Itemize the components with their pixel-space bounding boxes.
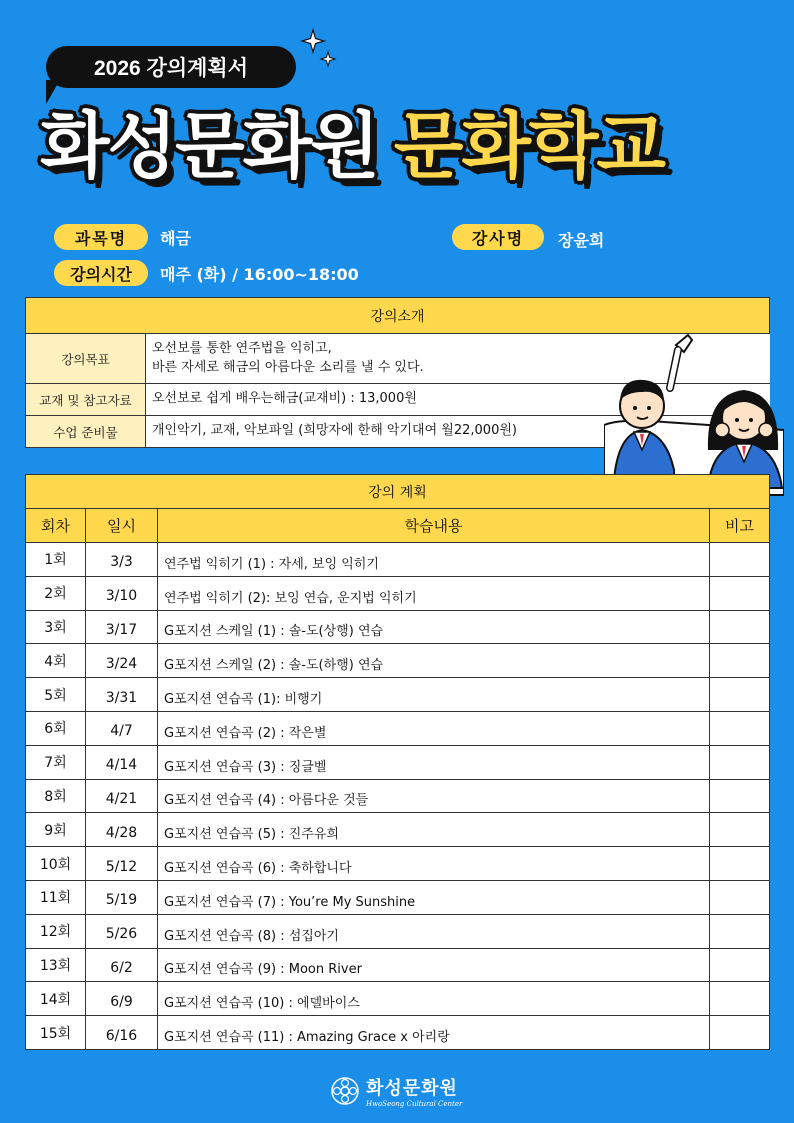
session-date: 4/14 xyxy=(86,745,158,779)
instructor-label: 강사명 xyxy=(452,224,544,250)
session-number: 3회 xyxy=(26,610,86,644)
session-number: 12회 xyxy=(26,914,86,948)
session-number: 7회 xyxy=(26,745,86,779)
org-sub: HwaSeong Cultural Center xyxy=(366,1100,463,1108)
session-date: 5/19 xyxy=(86,880,158,914)
session-content: G포지션 스케일 (1) : 솔-도(상행) 연습 xyxy=(158,610,710,644)
col-header-content: 학습내용 xyxy=(158,509,710,543)
intro-goal-label: 강의목표 xyxy=(26,334,146,384)
plan-body xyxy=(26,543,770,1050)
session-note xyxy=(710,745,770,779)
subject-value: 해금 xyxy=(160,229,191,248)
session-content: G포지션 연습곡 (11) : Amazing Grace x 아리랑 xyxy=(158,1016,710,1050)
session-number: 15회 xyxy=(26,1016,86,1050)
session-note xyxy=(710,847,770,881)
session-date: 3/3 xyxy=(86,543,158,577)
session-note xyxy=(710,711,770,745)
session-number: 5회 xyxy=(26,678,86,712)
table-row xyxy=(26,745,770,779)
session-note xyxy=(710,543,770,577)
session-content: G포지션 연습곡 (3) : 징글벨 xyxy=(158,745,710,779)
session-date: 4/7 xyxy=(86,711,158,745)
session-note xyxy=(710,813,770,847)
session-number: 14회 xyxy=(26,982,86,1016)
table-row xyxy=(26,678,770,712)
session-number: 8회 xyxy=(26,779,86,813)
table-row xyxy=(26,880,770,914)
instructor-value: 장윤희 xyxy=(558,231,605,250)
session-date: 4/28 xyxy=(86,813,158,847)
session-content: 연주법 익히기 (2): 보잉 연습, 운지법 익히기 xyxy=(158,576,710,610)
org-logo-icon xyxy=(330,1076,360,1106)
session-note xyxy=(710,948,770,982)
table-row xyxy=(26,914,770,948)
footer xyxy=(330,1074,462,1108)
session-number: 6회 xyxy=(26,711,86,745)
session-date: 5/26 xyxy=(86,914,158,948)
org-name: 화성문화원 xyxy=(366,1078,458,1099)
table-row xyxy=(26,1016,770,1050)
year-badge xyxy=(46,46,296,88)
session-note xyxy=(710,914,770,948)
time-label: 강의시간 xyxy=(54,260,148,286)
session-content: G포지션 연습곡 (10) : 에델바이스 xyxy=(158,982,710,1016)
year-label: 2026 강의계획서 xyxy=(94,57,248,80)
session-content: G포지션 연습곡 (7) : You’re My Sunshine xyxy=(158,880,710,914)
session-content: G포지션 연습곡 (4) : 아름다운 것들 xyxy=(158,779,710,813)
session-date: 6/2 xyxy=(86,948,158,982)
col-header-date: 일시 xyxy=(86,509,158,543)
intro-goal-line1: 오선보를 통한 연주법을 익히고, xyxy=(152,340,332,356)
intro-book-label: 교재 및 참고자료 xyxy=(26,384,146,416)
session-content: G포지션 연습곡 (5) : 진주유희 xyxy=(158,813,710,847)
session-number: 1회 xyxy=(26,543,86,577)
session-number: 4회 xyxy=(26,644,86,678)
col-header-no: 회차 xyxy=(26,509,86,543)
plan-title: 강의 계획 xyxy=(26,475,770,509)
session-number: 13회 xyxy=(26,948,86,982)
sparkle-icon xyxy=(300,28,340,68)
session-date: 5/12 xyxy=(86,847,158,881)
table-row xyxy=(26,813,770,847)
session-content: G포지션 연습곡 (9) : Moon River xyxy=(158,948,710,982)
session-content: G포지션 연습곡 (6) : 축하합니다 xyxy=(158,847,710,881)
session-content: G포지션 연습곡 (1): 비행기 xyxy=(158,678,710,712)
session-date: 6/16 xyxy=(86,1016,158,1050)
title-main: 화성문화원 xyxy=(40,104,378,188)
session-number: 2회 xyxy=(26,576,86,610)
session-content: G포지션 연습곡 (2) : 작은별 xyxy=(158,711,710,745)
session-number: 9회 xyxy=(26,813,86,847)
session-content: 연주법 익히기 (1) : 자세, 보잉 익히기 xyxy=(158,543,710,577)
session-date: 6/9 xyxy=(86,982,158,1016)
session-note xyxy=(710,576,770,610)
session-date: 3/17 xyxy=(86,610,158,644)
table-row xyxy=(26,610,770,644)
table-row xyxy=(26,982,770,1016)
intro-supplies-value: 개인악기, 교재, 악보파일 (희망자에 한해 악기대여 월22,000원) xyxy=(146,416,770,448)
session-number: 11회 xyxy=(26,880,86,914)
session-date: 3/10 xyxy=(86,576,158,610)
session-content: G포지션 스케일 (2) : 솔-도(하행) 연습 xyxy=(158,644,710,678)
title-row xyxy=(40,98,664,194)
intro-goal-line2: 바른 자세로 해금의 아름다운 소리를 낼 수 있다. xyxy=(152,359,424,375)
session-note xyxy=(710,678,770,712)
session-note xyxy=(710,982,770,1016)
table-row xyxy=(26,644,770,678)
session-note xyxy=(710,610,770,644)
table-row xyxy=(26,847,770,881)
session-date: 3/31 xyxy=(86,678,158,712)
table-row xyxy=(26,779,770,813)
session-content: G포지션 연습곡 (8) : 섬집아기 xyxy=(158,914,710,948)
table-row xyxy=(26,711,770,745)
session-note xyxy=(710,644,770,678)
table-row xyxy=(26,576,770,610)
plan-table xyxy=(25,474,770,1050)
table-row xyxy=(26,543,770,577)
col-header-note: 비고 xyxy=(710,509,770,543)
session-note xyxy=(710,779,770,813)
intro-title: 강의소개 xyxy=(26,298,770,334)
intro-book-value: 오선보로 쉽게 배우는해금(교재비) : 13,000원 xyxy=(146,384,770,416)
session-date: 3/24 xyxy=(86,644,158,678)
session-note xyxy=(710,880,770,914)
session-number: 10회 xyxy=(26,847,86,881)
table-row xyxy=(26,948,770,982)
intro-supplies-label: 수업 준비물 xyxy=(26,416,146,448)
subject-label: 과목명 xyxy=(54,224,148,250)
time-value: 매주 (화) / 16:00~18:00 xyxy=(160,265,359,284)
title-accent: 문화학교 xyxy=(393,104,664,188)
session-note xyxy=(710,1016,770,1050)
session-date: 4/21 xyxy=(86,779,158,813)
